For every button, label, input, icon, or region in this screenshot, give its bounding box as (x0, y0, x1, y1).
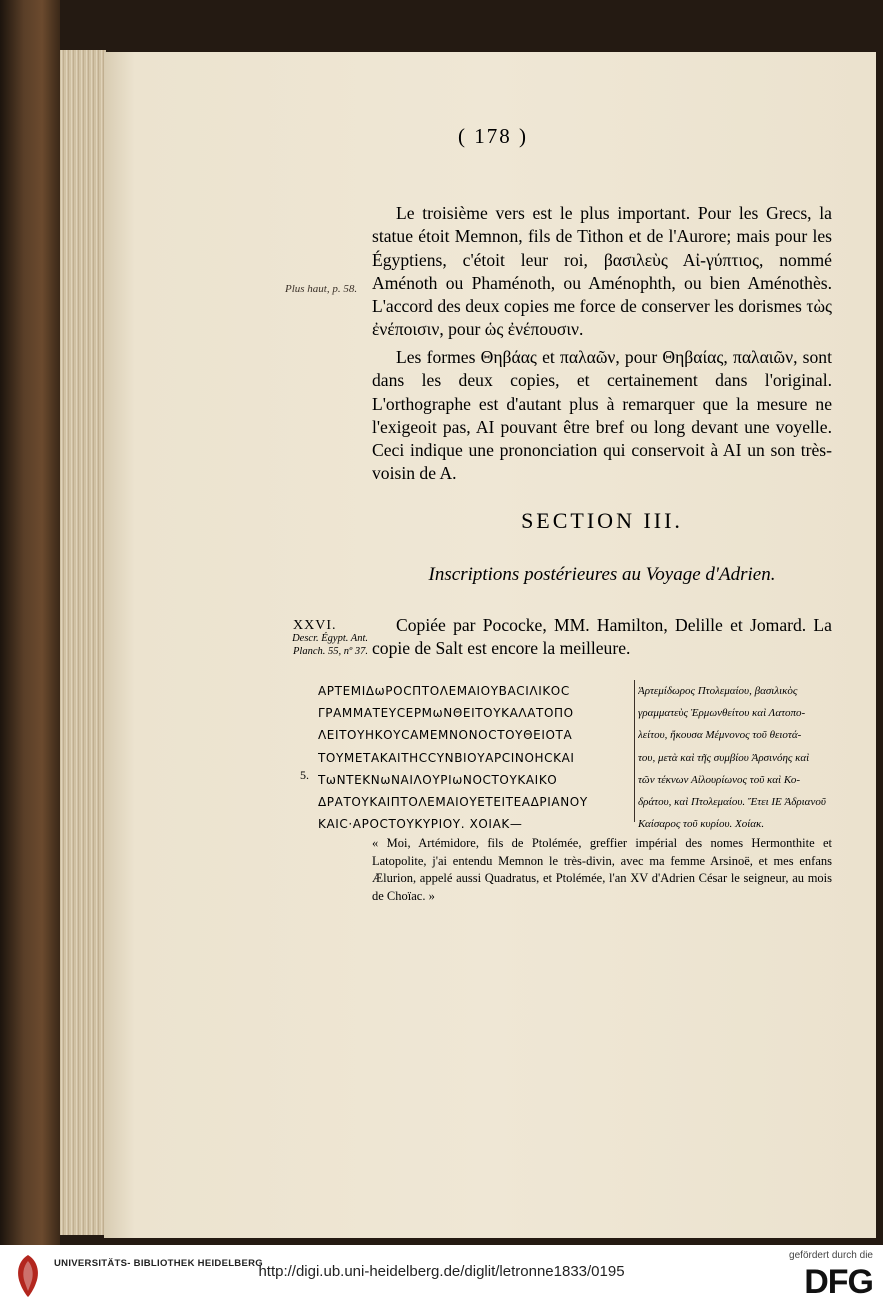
sponsor-text: gefördert durch die (789, 1250, 873, 1261)
margin-note-plus-haut: Plus haut, p. 58. (285, 283, 358, 295)
uncial-inscription (318, 680, 628, 835)
viewer-footer (0, 1245, 883, 1308)
uncial-line: ΓΡΑΜΜΑΤΕΥϹΕΡΜωΝΘΕΙΤΟΥΚΑΛΑΤΟΠΟ (318, 706, 574, 721)
minuscule-line: τῶν τέκνων Αἰλουρίωνος τοῦ καὶ Κο- (638, 773, 801, 786)
minuscule-line: του, μετὰ καὶ τῆς συμβίου Ἀρσινόης καὶ (638, 751, 810, 764)
paragraph-2 (372, 346, 832, 486)
permalink-url[interactable]: http://digi.ub.uni-heidelberg.de/diglit/letronne1833/0195 (258, 1263, 625, 1280)
column-divider (634, 680, 635, 822)
minuscule-line: Ἀρτεμίδωρος Πτολεμαίου, βασιλικὸς (638, 685, 798, 697)
library-name: UNIVERSITÄTS- BIBLIOTHEK HEIDELBERG (54, 1258, 263, 1269)
uncial-line: ΔΡΑΤΟΥΚΑΙΠΤΟΛΕΜΑΙΟΥΕΤΕΙΤΕΑΔΡΙΑΝΟΥ (318, 795, 588, 810)
section-subtitle: Inscriptions postérieures au Voyage d'Adrien. (428, 564, 776, 585)
copie-paragraph (372, 614, 832, 661)
uncial-line: ΑΡΤΕΜΙΔωΡΟϹΠΤΟΛΕΜΑΙΟΥΒΑϹΙΛΙΚΟϹ (318, 684, 570, 698)
book-cover-edge (0, 0, 60, 1245)
line-number-5: 5. (300, 768, 309, 782)
paragraph-1 (372, 202, 832, 342)
minuscule-line: Καίσαρος τοῦ κυρίου. Χοίακ. (638, 818, 765, 831)
uncial-line: ΤωΝΤΕΚΝωΝΑΙΛΟΥΡΙωΝΟϹΤΟΥΚΑΙΚΟ (318, 772, 558, 787)
reference-note: Descr. Égypt. Ant. Planch. 55, nº 37. (292, 633, 368, 657)
paragraph-2-text: Les formes Θηβάας et παλαῶν, pour Θηβαίας, παλαιῶν, sont dans les deux copies, et certainement dans l'original. L'orthographe est d'autant plus à remarquer que la mesure ne l'exigeoit pas, AI pouvant être bref ou long devant une voyelle. Ceci indique une prononciation qui conservoit à AI un son très-voisin de A. (372, 347, 832, 484)
uncial-line: ΤΟΥΜΕΤΑΚΑΙΤΗϹϹΥΝΒΙΟΥΑΡϹΙΝΟΗϹΚΑΙ (318, 750, 575, 765)
uncial-line: ΚΑΙϹ·ΑΡΟϹΤΟΥΚΥΡΙΟΥ. ΧΟΙΑΚ— (318, 817, 523, 832)
page-stack-edge (60, 50, 106, 1235)
minuscule-line: λείτου, ἤκουσα Μέμνονος τοῦ θειοτά- (638, 729, 802, 742)
paragraph-1-text: Le troisième vers est le plus important. Pour les Grecs, la statue étoit Memnon, fils de Tithon et de l'Aurore; mais pour les Égyptiens, c'étoit leur roi, βασιλεὺς Αἰ-γύπτιος, nommé Aménoth ou Phaménoth, ou Aménophth, ou bien Aménothès. L'accord des deux copies me force de conserver les dorismes τὼς ἐνέποισιν, pour ὡς ἐνέπουσιν. (372, 203, 832, 340)
page-number: ( 178 ) (458, 124, 528, 148)
french-translation: « Moi, Artémidore, fils de Ptolémée, greffier impérial des nomes Hermonthite et Latopolite, j'ai entendu Memnon le très-divin, avec ma femme Arsinoë, et mes enfans Ælurion, appelé aussi Quadratus, et Ptolémée, l'an XV d'Adrien César le seigneur, au mois de Choïac. » (372, 836, 832, 903)
copie-text: Copiée par Pococke, MM. Hamilton, Delille et Jomard. La copie de Salt est encore la meilleure. (372, 615, 832, 659)
uncial-line: ΛΕΙΤΟΥΗΚΟΥϹΑΜΕΜΝΟΝΟϹΤΟΥΘΕΙΟΤΑ (318, 728, 573, 743)
minuscule-line: γραμματεὺς Ἑρμωνθείτου καὶ Λατοπο- (638, 707, 806, 720)
dfg-logo: DFG (804, 1263, 873, 1301)
section-title: SECTION III. (521, 508, 683, 533)
minuscule-transcription (638, 680, 838, 835)
minuscule-line: δράτου, καὶ Πτολεμαίου. Ἔτει ΙΕ Ἀδριανοῦ (638, 796, 826, 809)
inscription-number: XXVI. (293, 618, 337, 633)
